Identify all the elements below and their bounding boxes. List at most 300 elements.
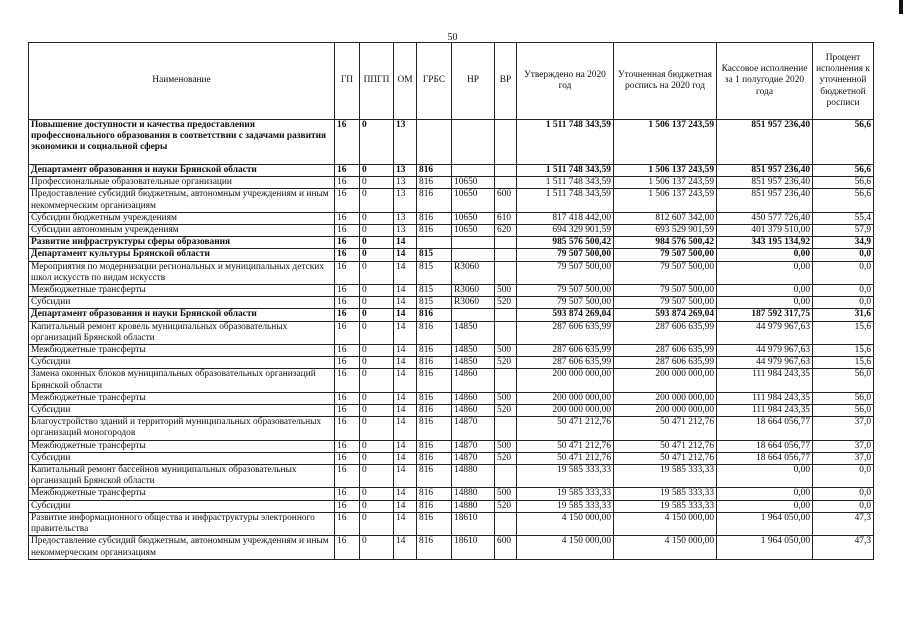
cell-om: 14 <box>394 357 417 369</box>
table-row <box>29 417 874 440</box>
cell-grbs: 815 <box>417 297 452 309</box>
cell-om: 14 <box>394 465 417 488</box>
cell-percent: 56,6 <box>813 120 874 165</box>
cell-refined: 50 471 212,76 <box>614 417 717 440</box>
cell-ppgp: 0 <box>360 189 394 212</box>
cell-approved: 200 000 000,00 <box>517 405 614 417</box>
cell-om: 14 <box>394 321 417 344</box>
cell-gp: 16 <box>335 165 360 177</box>
cell-approved: 287 606 635,99 <box>517 345 614 357</box>
cell-approved: 817 418 442,00 <box>517 212 614 224</box>
cell-percent: 56,6 <box>813 189 874 212</box>
cell-grbs: 816 <box>417 417 452 440</box>
cell-om: 14 <box>394 488 417 500</box>
cell-ppgp: 0 <box>360 452 394 464</box>
cell-nr: 14860 <box>452 405 495 417</box>
cell-refined: 593 874 269,04 <box>614 309 717 321</box>
scan-edge-mark <box>899 0 903 14</box>
header-row <box>29 43 874 120</box>
cell-grbs: 816 <box>417 189 452 212</box>
cell-om: 14 <box>394 417 417 440</box>
cell-percent: 55,4 <box>813 212 874 224</box>
cell-ppgp: 0 <box>360 321 394 344</box>
cell-percent: 0,0 <box>813 261 874 284</box>
cell-percent: 47,3 <box>813 536 874 559</box>
table-row <box>29 440 874 452</box>
cell-name: Межбюджетные трансферты <box>29 285 335 297</box>
cell-gp: 16 <box>335 417 360 440</box>
cell-percent: 34,9 <box>813 237 874 249</box>
cell-gp: 16 <box>335 512 360 535</box>
cell-gp: 16 <box>335 357 360 369</box>
cell-grbs: 816 <box>417 177 452 189</box>
cell-cash: 0,00 <box>717 285 813 297</box>
cell-nr: 14880 <box>452 488 495 500</box>
cell-vr <box>495 309 517 321</box>
cell-nr: 14870 <box>452 417 495 440</box>
cell-refined: 1 506 137 243,59 <box>614 165 717 177</box>
cell-om: 14 <box>394 369 417 392</box>
cell-ppgp: 0 <box>360 440 394 452</box>
cell-percent: 56,0 <box>813 392 874 404</box>
cell-nr <box>452 237 495 249</box>
cell-name: Капитальный ремонт бассейнов муниципальных образовательных организаций Брянской области <box>29 465 335 488</box>
cell-nr: R3060 <box>452 297 495 309</box>
header-name: Наименование <box>29 43 335 120</box>
cell-om: 14 <box>394 452 417 464</box>
cell-refined: 4 150 000,00 <box>614 512 717 535</box>
cell-vr <box>495 237 517 249</box>
cell-cash: 0,00 <box>717 488 813 500</box>
header-approved: Утверждено на 2020 год <box>517 43 614 120</box>
cell-cash: 111 984 243,35 <box>717 392 813 404</box>
cell-vr: 520 <box>495 297 517 309</box>
cell-vr <box>495 177 517 189</box>
cell-cash: 0,00 <box>717 261 813 284</box>
cell-grbs: 816 <box>417 345 452 357</box>
table-row <box>29 212 874 224</box>
cell-vr: 610 <box>495 212 517 224</box>
cell-om: 13 <box>394 225 417 237</box>
cell-approved: 79 507 500,00 <box>517 297 614 309</box>
cell-refined: 50 471 212,76 <box>614 440 717 452</box>
cell-gp: 16 <box>335 120 360 165</box>
cell-name: Субсидии <box>29 452 335 464</box>
cell-cash: 18 664 056,77 <box>717 452 813 464</box>
cell-percent: 31,6 <box>813 309 874 321</box>
cell-grbs: 816 <box>417 212 452 224</box>
cell-grbs: 816 <box>417 488 452 500</box>
cell-vr <box>495 249 517 261</box>
cell-om: 14 <box>394 237 417 249</box>
cell-refined: 200 000 000,00 <box>614 405 717 417</box>
cell-om: 14 <box>394 405 417 417</box>
cell-cash: 44 979 967,63 <box>717 321 813 344</box>
cell-percent: 15,6 <box>813 345 874 357</box>
cell-refined: 1 506 137 243,59 <box>614 120 717 165</box>
cell-vr <box>495 165 517 177</box>
cell-gp: 16 <box>335 369 360 392</box>
cell-nr: 10650 <box>452 177 495 189</box>
cell-name: Развитие информационного общества и инфраструктуры электронного правительства <box>29 512 335 535</box>
cell-vr <box>495 417 517 440</box>
table-row <box>29 165 874 177</box>
cell-ppgp: 0 <box>360 120 394 165</box>
table-row <box>29 512 874 535</box>
cell-refined: 1 506 137 243,59 <box>614 189 717 212</box>
cell-om: 13 <box>394 177 417 189</box>
cell-approved: 1 511 748 343,59 <box>517 189 614 212</box>
cell-ppgp: 0 <box>360 417 394 440</box>
cell-approved: 50 471 212,76 <box>517 440 614 452</box>
cell-vr: 620 <box>495 225 517 237</box>
cell-nr: 18610 <box>452 536 495 559</box>
cell-vr: 500 <box>495 392 517 404</box>
cell-cash: 111 984 243,35 <box>717 369 813 392</box>
cell-approved: 19 585 333,33 <box>517 488 614 500</box>
cell-cash: 1 964 050,00 <box>717 512 813 535</box>
cell-om: 14 <box>394 500 417 512</box>
cell-grbs: 816 <box>417 321 452 344</box>
header-grbs: ГРБС <box>417 43 452 120</box>
cell-ppgp: 0 <box>360 225 394 237</box>
cell-vr: 500 <box>495 285 517 297</box>
cell-om: 14 <box>394 285 417 297</box>
cell-ppgp: 0 <box>360 261 394 284</box>
cell-gp: 16 <box>335 500 360 512</box>
cell-nr: 14870 <box>452 440 495 452</box>
cell-om: 13 <box>394 165 417 177</box>
cell-om: 13 <box>394 120 417 165</box>
cell-grbs: 816 <box>417 357 452 369</box>
cell-approved: 1 511 748 343,59 <box>517 177 614 189</box>
budget-table <box>28 42 874 560</box>
cell-grbs: 816 <box>417 225 452 237</box>
cell-vr <box>495 321 517 344</box>
cell-percent: 56,0 <box>813 369 874 392</box>
cell-refined: 200 000 000,00 <box>614 392 717 404</box>
cell-grbs: 816 <box>417 165 452 177</box>
cell-approved: 4 150 000,00 <box>517 536 614 559</box>
cell-vr: 600 <box>495 189 517 212</box>
cell-refined: 79 507 500,00 <box>614 285 717 297</box>
cell-approved: 79 507 500,00 <box>517 285 614 297</box>
cell-refined: 4 150 000,00 <box>614 536 717 559</box>
cell-grbs: 816 <box>417 512 452 535</box>
cell-om: 14 <box>394 512 417 535</box>
cell-cash: 44 979 967,63 <box>717 357 813 369</box>
cell-name: Субсидии автономным учреждениям <box>29 225 335 237</box>
cell-refined: 812 607 342,00 <box>614 212 717 224</box>
cell-nr: 10650 <box>452 189 495 212</box>
cell-percent: 47,3 <box>813 512 874 535</box>
cell-nr: 14850 <box>452 345 495 357</box>
cell-approved: 1 511 748 343,59 <box>517 165 614 177</box>
cell-vr <box>495 261 517 284</box>
cell-grbs: 816 <box>417 369 452 392</box>
cell-om: 14 <box>394 345 417 357</box>
cell-gp: 16 <box>335 345 360 357</box>
cell-name: Субсидии <box>29 500 335 512</box>
cell-name: Мероприятия по модернизации региональных и муниципальных детских школ искусств по видам искусств <box>29 261 335 284</box>
table-row <box>29 369 874 392</box>
cell-approved: 50 471 212,76 <box>517 452 614 464</box>
cell-approved: 19 585 333,33 <box>517 500 614 512</box>
cell-cash: 0,00 <box>717 465 813 488</box>
cell-percent: 0,0 <box>813 297 874 309</box>
cell-vr: 500 <box>495 488 517 500</box>
cell-name: Предоставление субсидий бюджетным, автономным учреждениям и иным некоммерческим организациям <box>29 189 335 212</box>
cell-name: Субсидии <box>29 297 335 309</box>
cell-nr: R3060 <box>452 285 495 297</box>
cell-approved: 985 576 500,42 <box>517 237 614 249</box>
cell-gp: 16 <box>335 285 360 297</box>
cell-refined: 79 507 500,00 <box>614 261 717 284</box>
table-row <box>29 452 874 464</box>
cell-grbs: 815 <box>417 261 452 284</box>
cell-refined: 287 606 635,99 <box>614 321 717 344</box>
cell-approved: 79 507 500,00 <box>517 249 614 261</box>
cell-nr: 14880 <box>452 465 495 488</box>
cell-grbs: 816 <box>417 392 452 404</box>
cell-om: 14 <box>394 261 417 284</box>
cell-grbs: 816 <box>417 452 452 464</box>
cell-grbs: 816 <box>417 440 452 452</box>
cell-vr: 600 <box>495 536 517 559</box>
header-vr: ВР <box>495 43 517 120</box>
cell-om: 14 <box>394 440 417 452</box>
cell-gp: 16 <box>335 392 360 404</box>
cell-vr <box>495 465 517 488</box>
cell-ppgp: 0 <box>360 177 394 189</box>
cell-gp: 16 <box>335 189 360 212</box>
cell-nr <box>452 120 495 165</box>
header-om: ОМ <box>394 43 417 120</box>
cell-vr: 520 <box>495 405 517 417</box>
cell-approved: 79 507 500,00 <box>517 261 614 284</box>
cell-grbs: 816 <box>417 500 452 512</box>
cell-name: Замена оконных блоков муниципальных образовательных организаций Брянской области <box>29 369 335 392</box>
table-row <box>29 261 874 284</box>
cell-gp: 16 <box>335 321 360 344</box>
cell-ppgp: 0 <box>360 488 394 500</box>
cell-cash: 111 984 243,35 <box>717 405 813 417</box>
cell-cash: 18 664 056,77 <box>717 440 813 452</box>
cell-percent: 57,9 <box>813 225 874 237</box>
cell-gp: 16 <box>335 488 360 500</box>
cell-ppgp: 0 <box>360 285 394 297</box>
table-row <box>29 488 874 500</box>
cell-name: Межбюджетные трансферты <box>29 488 335 500</box>
cell-name: Благоустройство зданий и территорий муниципальных образовательных организаций моногородов <box>29 417 335 440</box>
cell-nr: 14870 <box>452 452 495 464</box>
cell-nr: R3060 <box>452 261 495 284</box>
cell-vr: 520 <box>495 500 517 512</box>
cell-gp: 16 <box>335 536 360 559</box>
cell-name: Межбюджетные трансферты <box>29 392 335 404</box>
cell-gp: 16 <box>335 237 360 249</box>
page-number: 50 <box>447 32 458 43</box>
cell-approved: 19 585 333,33 <box>517 465 614 488</box>
cell-approved: 4 150 000,00 <box>517 512 614 535</box>
cell-nr <box>452 309 495 321</box>
cell-percent: 15,6 <box>813 357 874 369</box>
cell-om: 14 <box>394 392 417 404</box>
cell-gp: 16 <box>335 309 360 321</box>
cell-approved: 200 000 000,00 <box>517 369 614 392</box>
table-row <box>29 392 874 404</box>
cell-vr <box>495 120 517 165</box>
cell-ppgp: 0 <box>360 392 394 404</box>
cell-ppgp: 0 <box>360 165 394 177</box>
cell-grbs: 816 <box>417 309 452 321</box>
cell-refined: 19 585 333,33 <box>614 488 717 500</box>
cell-percent: 0,0 <box>813 488 874 500</box>
cell-refined: 79 507 500,00 <box>614 249 717 261</box>
cell-percent: 37,0 <box>813 452 874 464</box>
table-row <box>29 345 874 357</box>
cell-cash: 0,00 <box>717 297 813 309</box>
cell-name: Субсидии <box>29 405 335 417</box>
cell-om: 14 <box>394 536 417 559</box>
table-row <box>29 465 874 488</box>
table-row <box>29 189 874 212</box>
cell-name: Департамент образования и науки Брянской области <box>29 165 335 177</box>
table-row <box>29 225 874 237</box>
cell-nr: 14860 <box>452 392 495 404</box>
cell-ppgp: 0 <box>360 237 394 249</box>
cell-refined: 19 585 333,33 <box>614 465 717 488</box>
cell-name: Профессиональные образовательные организации <box>29 177 335 189</box>
cell-ppgp: 0 <box>360 405 394 417</box>
cell-vr <box>495 369 517 392</box>
cell-refined: 1 506 137 243,59 <box>614 177 717 189</box>
cell-nr: 18610 <box>452 512 495 535</box>
cell-refined: 984 576 500,42 <box>614 237 717 249</box>
cell-cash: 0,00 <box>717 249 813 261</box>
cell-nr: 14880 <box>452 500 495 512</box>
cell-nr <box>452 165 495 177</box>
cell-percent: 0,0 <box>813 500 874 512</box>
cell-percent: 56,6 <box>813 177 874 189</box>
cell-gp: 16 <box>335 177 360 189</box>
cell-ppgp: 0 <box>360 249 394 261</box>
cell-om: 13 <box>394 189 417 212</box>
cell-name: Субсидии бюджетным учреждениям <box>29 212 335 224</box>
cell-name: Департамент культуры Брянской области <box>29 249 335 261</box>
cell-om: 14 <box>394 249 417 261</box>
table-row <box>29 249 874 261</box>
cell-cash: 187 592 317,75 <box>717 309 813 321</box>
cell-cash: 851 957 236,40 <box>717 165 813 177</box>
table-row <box>29 297 874 309</box>
cell-approved: 200 000 000,00 <box>517 392 614 404</box>
cell-cash: 401 379 510,00 <box>717 225 813 237</box>
cell-gp: 16 <box>335 452 360 464</box>
table-row <box>29 285 874 297</box>
cell-grbs: 815 <box>417 285 452 297</box>
cell-percent: 15,6 <box>813 321 874 344</box>
cell-grbs: 816 <box>417 536 452 559</box>
cell-percent: 37,0 <box>813 417 874 440</box>
header-cash: Кассовое исполнение за 1 полугодие 2020 года <box>717 43 813 120</box>
cell-cash: 450 577 726,40 <box>717 212 813 224</box>
cell-cash: 18 664 056,77 <box>717 417 813 440</box>
header-percent: Процент исполнения к уточненной бюджетной росписи <box>813 43 874 120</box>
cell-percent: 0,0 <box>813 285 874 297</box>
cell-cash: 44 979 967,63 <box>717 345 813 357</box>
cell-gp: 16 <box>335 297 360 309</box>
cell-gp: 16 <box>335 225 360 237</box>
cell-ppgp: 0 <box>360 500 394 512</box>
cell-ppgp: 0 <box>360 465 394 488</box>
cell-approved: 50 471 212,76 <box>517 417 614 440</box>
cell-vr <box>495 512 517 535</box>
cell-refined: 79 507 500,00 <box>614 297 717 309</box>
cell-name: Развитие инфраструктуры сферы образования <box>29 237 335 249</box>
cell-vr: 500 <box>495 440 517 452</box>
cell-ppgp: 0 <box>360 536 394 559</box>
cell-nr: 14850 <box>452 321 495 344</box>
cell-ppgp: 0 <box>360 512 394 535</box>
cell-refined: 19 585 333,33 <box>614 500 717 512</box>
cell-percent: 37,0 <box>813 440 874 452</box>
table-row <box>29 120 874 165</box>
cell-nr: 14860 <box>452 369 495 392</box>
cell-grbs <box>417 120 452 165</box>
cell-nr: 10650 <box>452 225 495 237</box>
cell-grbs: 816 <box>417 405 452 417</box>
cell-cash: 851 957 236,40 <box>717 177 813 189</box>
cell-gp: 16 <box>335 465 360 488</box>
header-gp: ГП <box>335 43 360 120</box>
cell-om: 14 <box>394 309 417 321</box>
cell-ppgp: 0 <box>360 309 394 321</box>
header-nr: НР <box>452 43 495 120</box>
cell-name: Субсидии <box>29 357 335 369</box>
table-row <box>29 357 874 369</box>
cell-approved: 694 329 901,59 <box>517 225 614 237</box>
cell-vr: 500 <box>495 345 517 357</box>
cell-om: 13 <box>394 212 417 224</box>
cell-name: Межбюджетные трансферты <box>29 345 335 357</box>
cell-approved: 1 511 748 343,59 <box>517 120 614 165</box>
cell-ppgp: 0 <box>360 212 394 224</box>
cell-refined: 693 529 901,59 <box>614 225 717 237</box>
cell-nr: 10650 <box>452 212 495 224</box>
table-row <box>29 321 874 344</box>
table-row <box>29 536 874 559</box>
cell-name: Департамент образования и науки Брянской области <box>29 309 335 321</box>
cell-percent: 56,0 <box>813 405 874 417</box>
cell-refined: 287 606 635,99 <box>614 357 717 369</box>
cell-refined: 287 606 635,99 <box>614 345 717 357</box>
table-row <box>29 177 874 189</box>
cell-refined: 50 471 212,76 <box>614 452 717 464</box>
cell-approved: 593 874 269,04 <box>517 309 614 321</box>
cell-name: Капитальный ремонт кровель муниципальных образовательных организаций Брянской области <box>29 321 335 344</box>
cell-grbs: 815 <box>417 249 452 261</box>
cell-nr: 14850 <box>452 357 495 369</box>
cell-om: 14 <box>394 297 417 309</box>
cell-gp: 16 <box>335 212 360 224</box>
cell-name: Межбюджетные трансферты <box>29 440 335 452</box>
cell-vr: 520 <box>495 357 517 369</box>
cell-gp: 16 <box>335 440 360 452</box>
cell-cash: 851 957 236,40 <box>717 189 813 212</box>
cell-ppgp: 0 <box>360 345 394 357</box>
cell-percent: 56,6 <box>813 165 874 177</box>
